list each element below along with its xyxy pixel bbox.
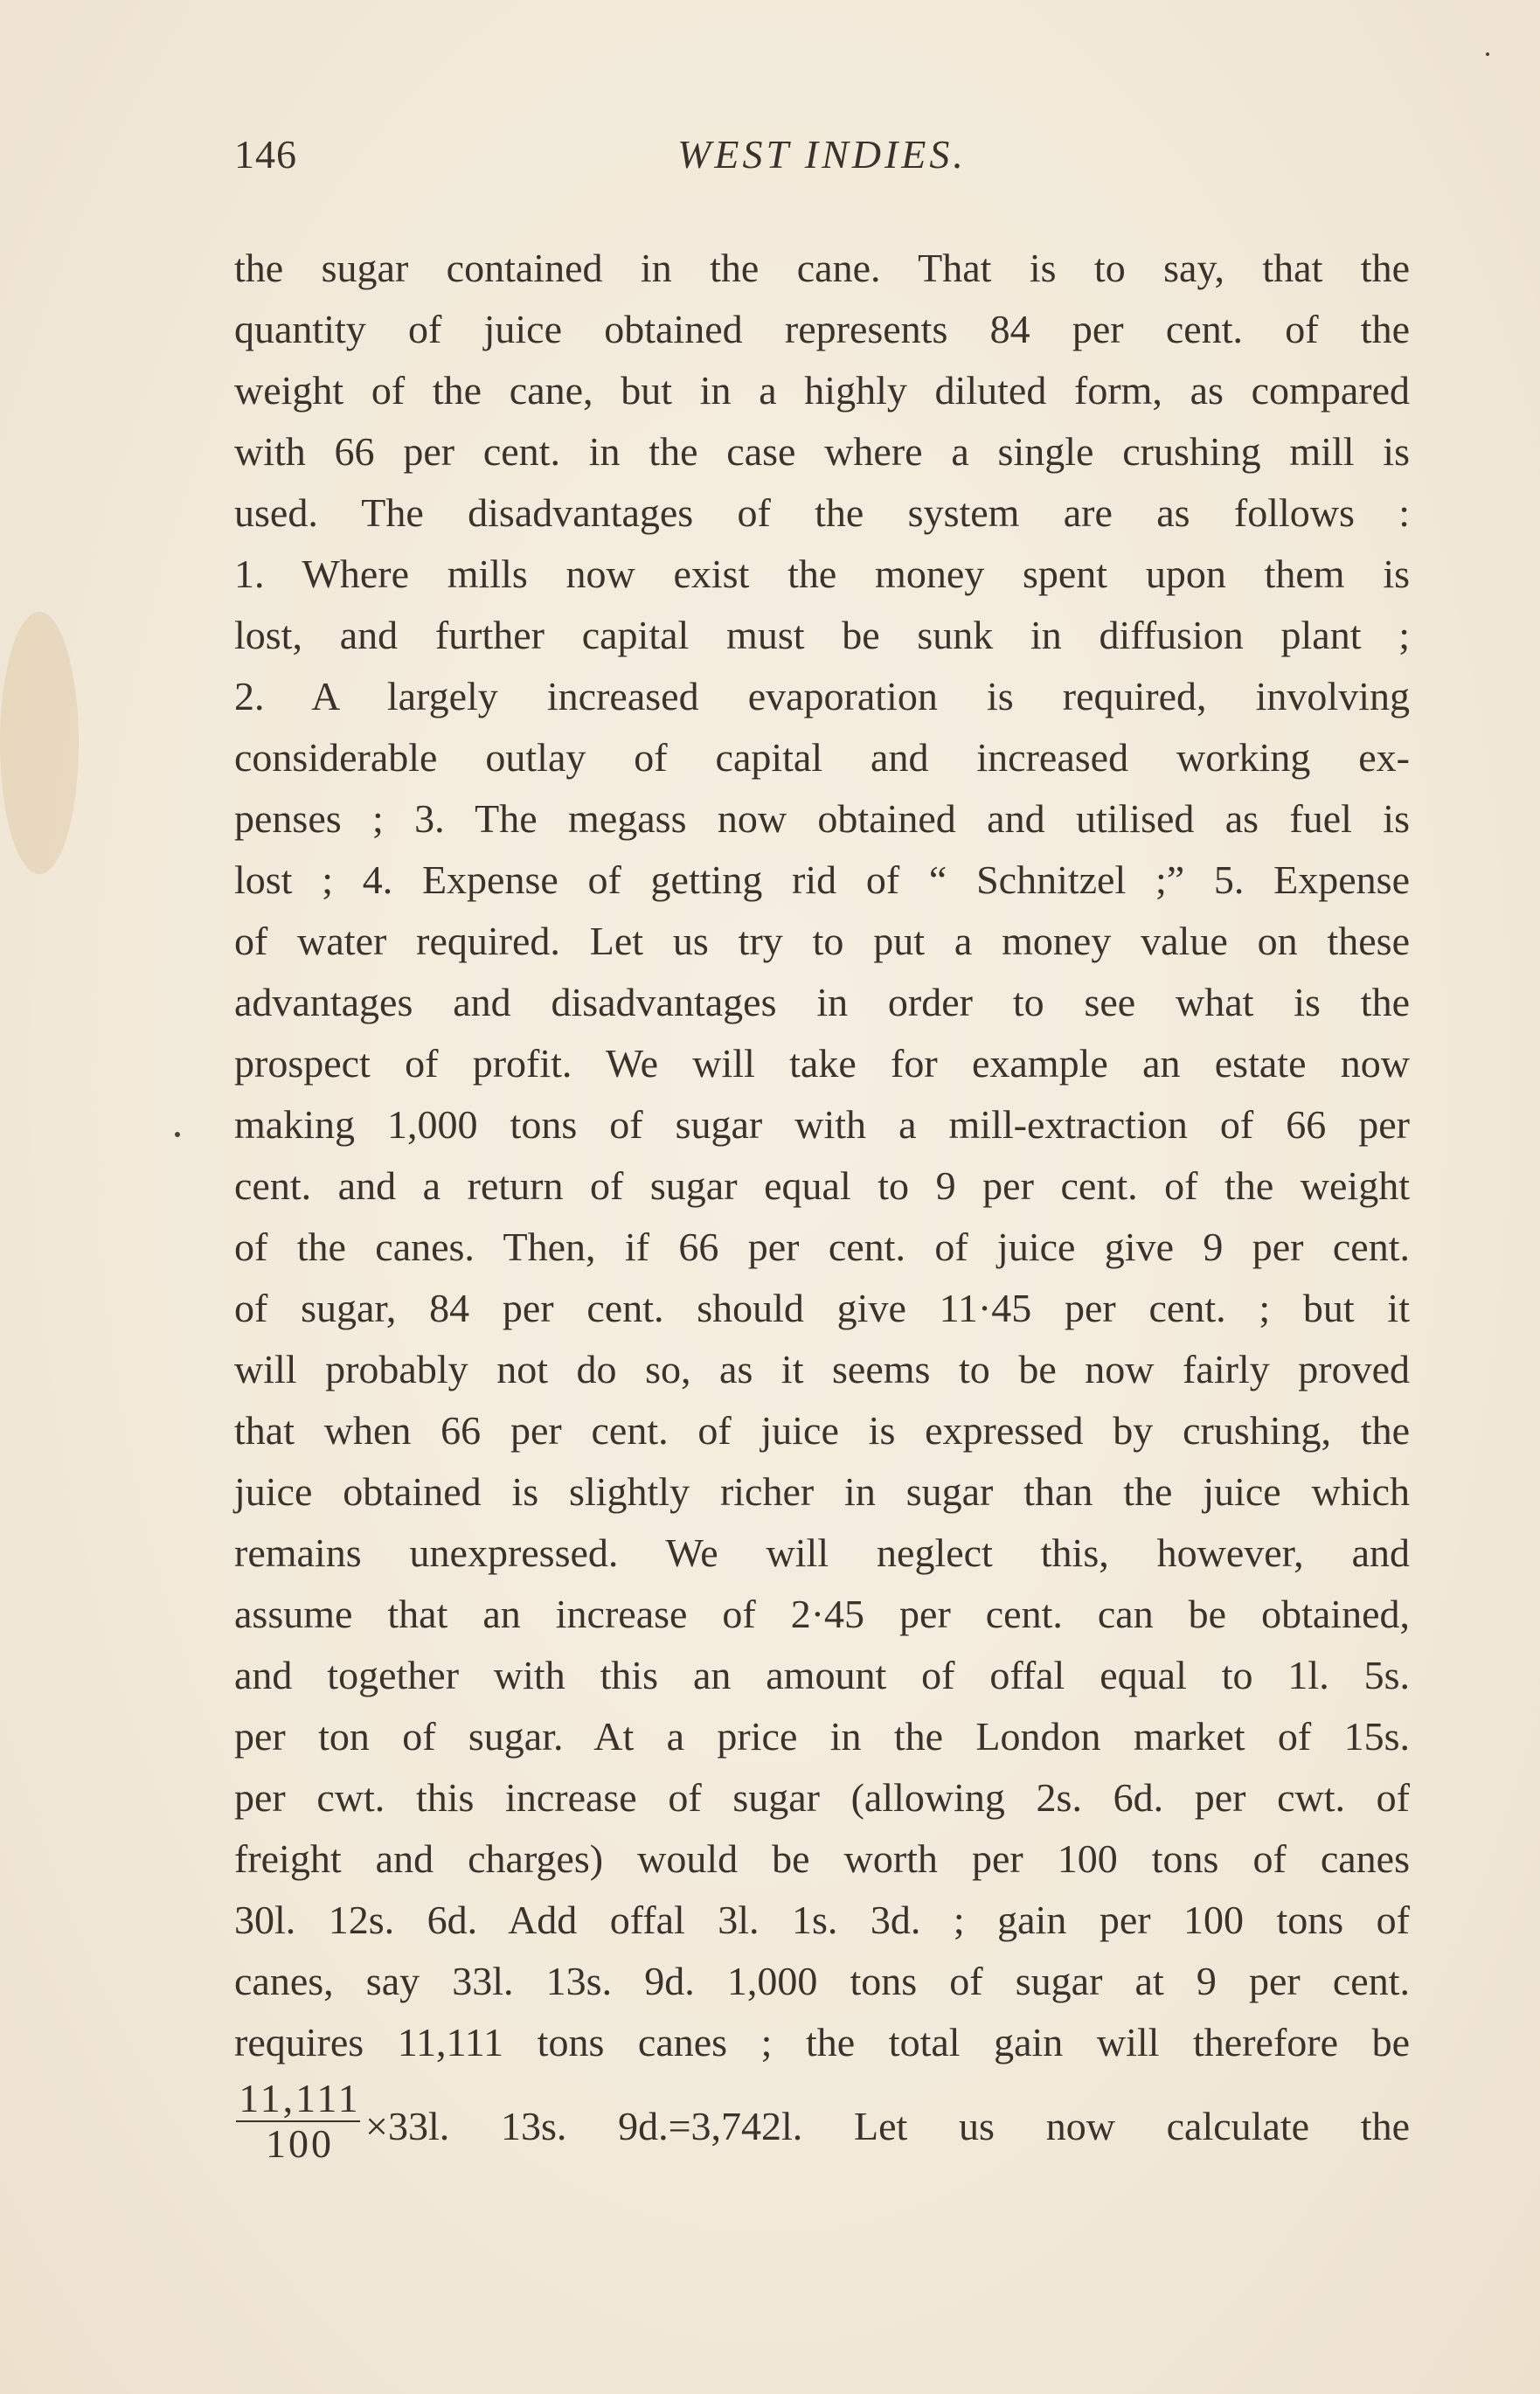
text-line: the sugar contained in the cane. That is to say, that the — [234, 246, 1410, 290]
text-line: cent. and a return of sugar equal to 9 per cent. of the weight — [234, 1163, 1410, 1208]
fraction-numerator: 11,111 — [239, 2076, 361, 2120]
text-line: of water required. Let us try to put a money value on these — [234, 919, 1410, 963]
text-line: and together with this an amount of offal equal to 1l. 5s. — [234, 1653, 1410, 1697]
text-line: advantages and disadvantages in order to see what is the — [234, 980, 1410, 1024]
body-text — [234, 238, 1410, 2164]
text-line: will probably not do so, as it seems to be now fairly proved — [234, 1347, 1410, 1391]
text-line: 1. Where mills now exist the money spent upon them is — [234, 552, 1410, 596]
ink-speck — [1486, 52, 1489, 56]
text-line: used. The disadvantages of the system are as follows : — [234, 490, 1410, 535]
text-line: penses ; 3. The megass now obtained and utilised as fuel is — [234, 796, 1410, 841]
fraction — [234, 2077, 365, 2166]
text-line: quantity of juice obtained represents 84 per cent. of the — [234, 307, 1410, 351]
page-number: 146 — [234, 132, 297, 177]
text-line: 30l. 12s. 6d. Add offal 3l. 1s. 3d. ; gain per 100 tons of — [234, 1898, 1410, 1942]
text-line: juice obtained is slightly richer in sugar than the juice which — [234, 1469, 1410, 1514]
text-line: assume that an increase of 2·45 per cent. can be obtained, — [234, 1592, 1410, 1636]
running-title: WEST INDIES. — [677, 132, 967, 177]
text-line: per ton of sugar. At a price in the London market of 15s. — [234, 1714, 1410, 1759]
text-line: considerable outlay of capital and increased working ex- — [234, 735, 1410, 780]
text-line: lost, and further capital must be sunk in diffusion plant ; — [234, 613, 1410, 657]
text-line: that when 66 per cent. of juice is expressed by crushing, the — [234, 1408, 1410, 1453]
running-head — [234, 131, 1410, 192]
text-line: prospect of profit. We will take for example an estate now — [234, 1041, 1410, 1086]
text-line: freight and charges) would be worth per 100 tons of canes — [234, 1836, 1410, 1881]
text-line: with 66 per cent. in the case where a single crushing mill is — [234, 429, 1410, 474]
text-line: 2. A largely increased evaporation is required, involving — [234, 674, 1410, 718]
formula-text: ×33l. 13s. 9d.=3,742l. Let us now calculate the — [365, 2104, 1410, 2148]
text-line: making 1,000 tons of sugar with a mill-extraction of 66 per — [234, 1102, 1410, 1147]
text-line: canes, say 33l. 13s. 9d. 1,000 tons of sugar at 9 per cent. — [234, 1959, 1410, 2003]
fraction-denominator: 100 — [266, 2121, 334, 2166]
text-line: per cwt. this increase of sugar (allowing 2s. 6d. per cwt. of — [234, 1775, 1410, 1820]
paper-stain — [0, 612, 79, 874]
ink-speck — [175, 1132, 180, 1137]
text-line: of sugar, 84 per cent. should give 11·45 per cent. ; but it — [234, 1286, 1410, 1330]
text-line: requires 11,111 tons canes ; the total gain will therefore be — [234, 2020, 1410, 2064]
text-line: of the canes. Then, if 66 per cent. of juice give 9 per cent. — [234, 1225, 1410, 1269]
text-line: lost ; 4. Expense of getting rid of “ Schnitzel ;” 5. Expense — [234, 857, 1410, 902]
text-line: weight of the cane, but in a highly diluted form, as compared — [234, 368, 1410, 413]
text-line: remains unexpressed. We will neglect this, however, and — [234, 1530, 1410, 1575]
formula-line — [234, 2077, 1410, 2164]
